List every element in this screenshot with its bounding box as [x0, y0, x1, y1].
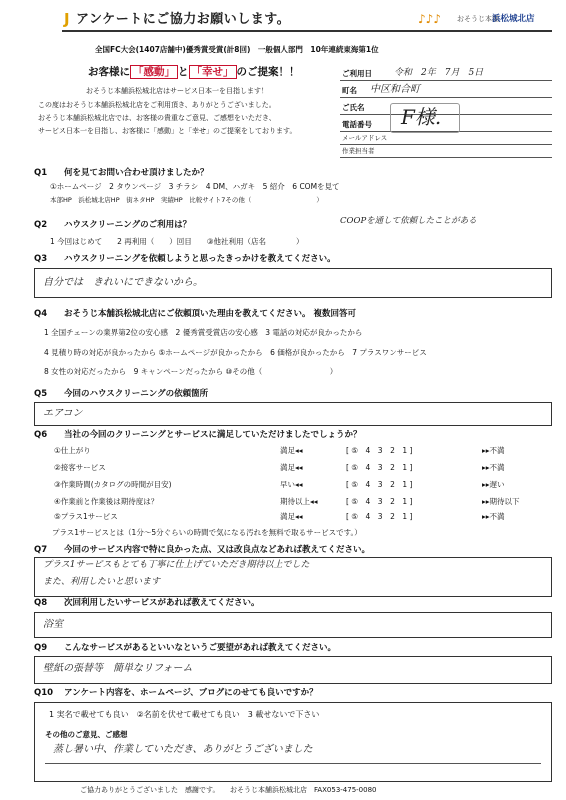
q2-handwritten-note: COOPを通して依頼したことがある: [340, 216, 477, 226]
q9-heading: Q9 こんなサービスがあるといいなというご要望があれば教えてください。: [34, 643, 337, 653]
q6-row-time[interactable]: [34, 480, 554, 494]
proposal-heading: お客様に 「感動」 と 「幸せ」 のご提案！！: [88, 66, 300, 78]
q9-answer: 壁紙の張替等 簡単なリフォーム: [43, 663, 193, 674]
comment-answer[interactable]: 蒸し暑い中、作業していただき、ありがとうございました: [53, 744, 313, 755]
date-row: [340, 64, 552, 81]
q6-row-label: ②接客サービス: [54, 463, 106, 472]
phone-label: 電話番号: [342, 119, 372, 129]
name-label: ご氏名: [342, 102, 365, 112]
name-field[interactable]: [390, 103, 460, 133]
q6-row-right-scale: ▸▸不満: [482, 446, 505, 455]
q7-answer-line2: また、利用したいと思います: [43, 577, 161, 587]
q6-row-left-scale: 満足◂◂: [280, 446, 303, 455]
q10-box: [34, 702, 552, 782]
town-row: [340, 81, 552, 98]
name-value: F様.: [401, 105, 442, 129]
q6-row-plus-one[interactable]: [34, 512, 554, 526]
q6-rating-scale[interactable]: [ ⑤ 4 3 2 1 ]: [346, 480, 413, 489]
q6-heading: Q6 当社の今回のクリーニングとサービスに満足していただけましたでしょうか？: [34, 430, 362, 440]
q2-heading: Q2 ハウスクリーニングのご利用は？: [34, 220, 192, 230]
q7-answer-line1: プラス1サービスもとても丁寧に仕上げていただき期待以上でした: [43, 560, 310, 570]
town-label: 町名: [342, 85, 357, 95]
q3-answer: 自分では きれいにできないから。: [43, 277, 203, 288]
q6-row-label: ③作業時間(カタログの時間が目安): [54, 480, 172, 489]
intro-line: おそうじ本舗浜松城北店はサービス日本一を目指します！: [86, 87, 268, 95]
q6-rating-scale[interactable]: [ ⑤ 4 3 2 1 ]: [346, 497, 413, 506]
q6-row-left-scale: 満足◂◂: [280, 512, 303, 521]
q6-rating-scale[interactable]: [ ⑤ 4 3 2 1 ]: [346, 463, 413, 472]
q6-row-right-scale: ▸▸遅い: [482, 480, 505, 489]
q6-row-label: ⑤プラス1サービス: [54, 512, 118, 521]
q6-row-right-scale: ▸▸不満: [482, 512, 505, 521]
staff-label: 作業担当者: [342, 146, 375, 155]
q3-answer-box[interactable]: [34, 268, 552, 298]
q6-row-expectation[interactable]: [34, 497, 554, 511]
intro-line: おそうじ本舗浜松城北店では、お客様の貴重なご意見、ご感想をいただき、: [38, 114, 276, 122]
intro-line: サービス日本一を目指し、お客様に「感動」と「幸せ」のご提案をしております。: [38, 127, 297, 135]
q1-options[interactable]: ①ホームページ 2 タウンページ 3 チラシ 4 DM、ハガキ 5 紹介 6 COMを見て: [50, 182, 340, 191]
mail-row: [340, 132, 552, 145]
q1-options-web[interactable]: 本部HP 浜松城北店HP 街ネタHP 実績HP 比較サイト7その他（ ）: [50, 196, 323, 204]
q6-row-left-scale: 早い◂◂: [280, 480, 303, 489]
q4-options-row1[interactable]: 1 全国チェーンの業界第2位の安心感 2 優秀賞受賞店の安心感 3 電話の対応が良かったから: [44, 328, 363, 337]
banner-title: アンケートにご協力お願いします。: [76, 12, 291, 27]
q10-options[interactable]: 1 実名で載せても良い ②名前を伏せて載せても良い 3 載せないで下さい: [49, 710, 320, 719]
q6-rating-scale[interactable]: [ ⑤ 4 3 2 1 ]: [346, 512, 413, 521]
mail-label: メールアドレス: [342, 133, 388, 142]
q6-row-left-scale: 満足◂◂: [280, 463, 303, 472]
q6-row-left-scale: 期待以上◂◂: [280, 497, 318, 506]
date-value[interactable]: 令和 2年 7月 5日: [394, 67, 484, 78]
q1-heading: Q1 何を見てお問い合わせ頂けましたか？: [34, 168, 209, 178]
music-notes-icon: ♪♪♪: [418, 12, 441, 26]
q7-answer-box[interactable]: [34, 557, 552, 597]
q6-row-service[interactable]: [34, 463, 554, 477]
survey-banner: [62, 12, 552, 32]
company-logo: おそうじ本舗: [457, 15, 499, 23]
banner-ornament: J: [64, 10, 70, 28]
q5-heading: Q5 今回のハウスクリーニングの依頼箇所: [34, 389, 209, 399]
q8-answer-box[interactable]: [34, 612, 552, 638]
comment-label: その他のご意見、ご感想: [45, 730, 128, 739]
q6-row-label: ①仕上がり: [54, 446, 91, 455]
q4-options-row2[interactable]: 4 見積り時の対応が良かったから ⑤ホームページが良かったから 6 価格が良かったから 7 プラスワンサービス: [44, 348, 427, 357]
q6-rating-scale[interactable]: [ ⑤ 4 3 2 1 ]: [346, 446, 413, 455]
q2-options[interactable]: 1 今回はじめて 2 再利用（ ）回目 ③他社利用（店名 ）: [50, 237, 304, 246]
footer-thanks: ご協力ありがとうございました 感謝です。 おそうじ本舗浜松城北店 FAX053-475-0080: [80, 786, 377, 794]
award-line: 全国FC大会(1407店舗中)優秀賞受賞(計8回) 一般個人部門 10年連続東海第1位: [95, 45, 379, 54]
q3-heading: Q3 ハウスクリーニングを依頼しようと思ったきっかけを教えてください。: [34, 254, 336, 264]
date-label: ご利用日: [342, 68, 372, 78]
keyword-kando: 「感動」: [130, 65, 178, 79]
q5-answer-box[interactable]: [34, 402, 552, 426]
q6-row-finish[interactable]: [34, 446, 554, 460]
q9-answer-box[interactable]: [34, 656, 552, 684]
q8-answer: 浴室: [43, 619, 63, 630]
q5-answer: エアコン: [43, 408, 83, 419]
q6-plus-one-note: プラス1サービスとは（1分～5分ぐらいの時間で気になる汚れを無料で取るサービスです。）: [52, 528, 362, 537]
intro-line: この度はおそうじ本舗浜松城北店をご利用頂き、ありがとうございました。: [38, 101, 276, 109]
staff-row: [340, 145, 552, 158]
comment-line: [45, 763, 541, 764]
q6-row-right-scale: ▸▸期待以下: [482, 497, 520, 506]
q6-row-right-scale: ▸▸不満: [482, 463, 505, 472]
q7-heading: Q7 今回のサービス内容で特に良かった点、又は改良点などあれば教えてください。: [34, 545, 371, 555]
q10-heading: Q10 アンケート内容を、ホームページ、ブログにのせても良いですか？: [34, 688, 318, 698]
town-value[interactable]: 中区和合町: [370, 83, 420, 95]
q4-options-row3[interactable]: 8 女性の対応だったから 9 キャンペーンだったから ⑩その他（ ）: [44, 367, 338, 376]
q6-row-label: ④作業前と作業後は期待度は？: [54, 497, 159, 506]
q4-heading: Q4 おそうじ本舗浜松城北店にご依頼頂いた理由を教えてください。 複数回答可: [34, 309, 356, 319]
keyword-shiawase: 「幸せ」: [189, 65, 237, 79]
q8-heading: Q8 次回利用したいサービスがあれば教えてください。: [34, 598, 260, 608]
store-name: 浜松城北店: [492, 14, 535, 24]
